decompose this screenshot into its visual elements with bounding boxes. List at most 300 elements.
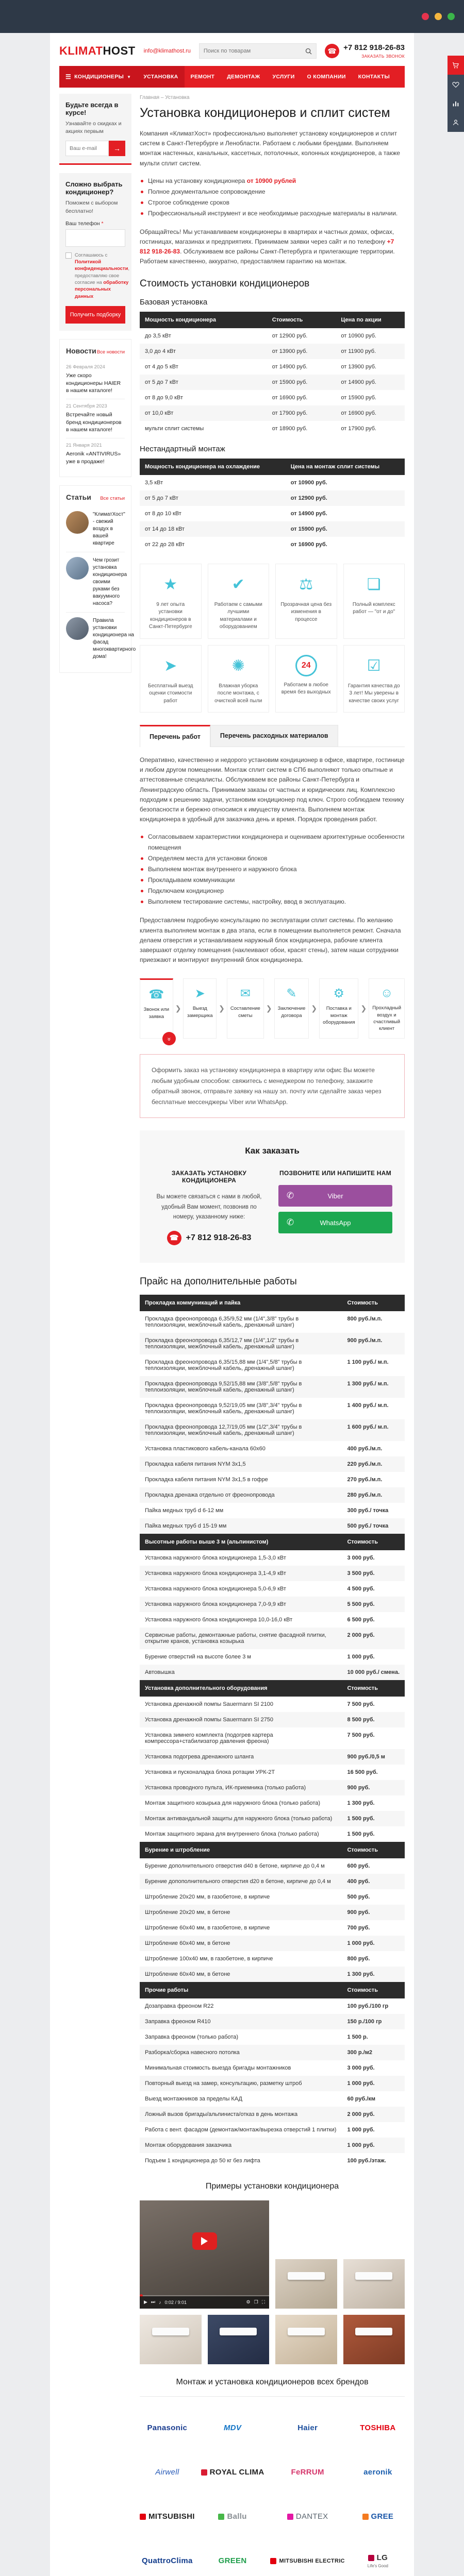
messenger-label: WhatsApp <box>320 1218 351 1227</box>
extra-price-title: Прайс на дополнительные работы <box>140 1276 297 1287</box>
gallery-photo[interactable] <box>343 2259 405 2309</box>
feature-card <box>343 564 405 639</box>
cart-button[interactable] <box>448 56 464 75</box>
article-item[interactable] <box>66 613 136 665</box>
work-name-cell: Штробление 60х40 мм, в газобетоне, в кирпиче <box>145 1924 270 1931</box>
brand-logo-panasonic <box>140 2409 195 2447</box>
email-link[interactable]: info@klimathost.ru <box>143 48 191 54</box>
brand-name: Panasonic <box>147 2424 188 2433</box>
price-cell: 400 руб. <box>347 1878 370 1885</box>
nav-item-label: РЕМОНТ <box>190 74 215 80</box>
nav-item-установка[interactable] <box>137 66 184 88</box>
brand-name: aeronik <box>363 2468 392 2477</box>
table-row <box>140 1518 405 1534</box>
table-row <box>140 1550 405 1566</box>
step-card <box>183 978 217 1039</box>
table-cell: от 13900 руб. <box>341 363 376 370</box>
news-item-title[interactable]: Уже скоро кондиционеры HAIER в нашем каталоге! <box>66 372 121 394</box>
all-news-link[interactable]: Все новости <box>96 349 125 355</box>
features-grid <box>140 564 405 713</box>
table-row <box>140 1649 405 1665</box>
gallery-title: Примеры установки кондиционера <box>205 2181 339 2191</box>
table-cell: от 14900 руб. <box>341 379 376 385</box>
column-header: Мощность кондиционера на охлаждение <box>140 459 286 475</box>
price-cell: 800 руб. <box>347 1955 370 1962</box>
step-label: Заключение договора <box>277 1006 306 1019</box>
news-date: 21 Сентября 2023 <box>66 403 107 410</box>
section-header-row <box>140 1534 405 1550</box>
table-cell: от 22 до 28 кВт <box>145 541 185 548</box>
section-header: Бурение и штробление <box>140 1842 342 1858</box>
brand-name: FeRRUM <box>291 2468 324 2477</box>
sidebar <box>59 94 136 2576</box>
handshake-icon: ☑ <box>367 657 381 674</box>
article-item-title[interactable]: Правила установки кондиционера на фасад многоквартирного дома! <box>93 618 136 660</box>
work-name-cell: Прокладка кабеля питания NYM 3х1,5 <box>145 1461 246 1467</box>
personal-data-link[interactable]: обработку персональных данных <box>75 280 129 299</box>
gallery-photo[interactable] <box>275 2259 337 2309</box>
brand-name: LG <box>376 2553 388 2563</box>
profile-button[interactable] <box>448 113 464 132</box>
truck-icon: ➤ <box>164 657 177 674</box>
breadcrumb-current: Установка <box>165 95 190 100</box>
all-articles-link[interactable]: Все статьи <box>100 496 125 502</box>
settings-icon[interactable]: ⚙ <box>246 2299 251 2305</box>
profile-icon <box>452 118 460 127</box>
price-cell: 500 руб./ точка <box>347 1522 389 1529</box>
feature-card <box>275 645 337 713</box>
search-box <box>199 43 317 59</box>
table-row <box>140 1826 405 1842</box>
section-header-row <box>140 1680 405 1697</box>
breadcrumb <box>140 95 405 100</box>
clock-24-icon: 24 <box>295 655 317 676</box>
table-row <box>140 1311 405 1333</box>
section-header-row <box>140 1982 405 1998</box>
work-paragraph-2: Предоставляем подробную консультацию по эксплуатации сплит системы. По желанию клиента выполняем монтаж в два этапа, если в помещении выполняется ремонт. Сначала делаем отверстия и устанавливаем наружный блок кондиционера, рабочие клиента завершают отделку помещения (наклеивают обои, красят стены), затем наши сотрудники приезжают и монтируют внутренний блок кондиционера. <box>140 917 401 964</box>
article-thumbnail <box>66 557 89 580</box>
table-cell: от 13900 руб. <box>272 348 308 354</box>
outro-phone[interactable]: +7 812 918-26-83 <box>140 238 394 256</box>
brand-mark-icon <box>287 2514 293 2520</box>
article-thumbnail <box>66 617 89 640</box>
gallery-photo[interactable] <box>275 2315 337 2364</box>
work-step-item: Выполняем монтаж внутреннего и наружного блока <box>140 864 405 875</box>
work-name-cell: Монтаж антивандальной защиты для наружного блока (только работа) <box>145 1815 333 1822</box>
fullscreen-icon[interactable]: ⛶ <box>261 2299 265 2305</box>
brand-logo-ballu <box>201 2498 264 2536</box>
next-icon[interactable]: ⏭ <box>151 2299 156 2305</box>
tab-2[interactable]: Перечень расходных материалов <box>210 725 338 747</box>
table-row <box>140 1858 405 1874</box>
chevron-right-icon: ❯ <box>219 1004 225 1013</box>
news-item[interactable] <box>66 438 125 469</box>
feature-card <box>343 645 405 713</box>
work-name-cell: Прокладка кабеля питания NYM 3х1,5 в гофре <box>145 1476 268 1483</box>
nav-item-демонтаж[interactable] <box>221 66 266 88</box>
viber-button[interactable] <box>278 1185 392 1207</box>
work-name-cell: Монтаж защитного экрана для внутреннего блока (только работа) <box>145 1831 319 1837</box>
articles-list <box>66 506 136 665</box>
brand-logo-quattroclima <box>140 2542 195 2576</box>
nav-item-label: УСТАНОВКА <box>143 74 178 80</box>
spray-bottle-icon: ✺ <box>231 657 245 674</box>
price-cell: 3 500 руб. <box>347 1570 375 1577</box>
price-cell: 600 руб. <box>347 1862 370 1869</box>
table-row <box>140 1665 405 1680</box>
articles-title: Статьи <box>66 493 91 502</box>
table-row <box>140 2014 405 2029</box>
feature-text: Работаем с самыми лучшими материалами и оборудованием <box>214 601 262 630</box>
subscribe-button[interactable]: → <box>109 141 125 156</box>
article-item-title[interactable]: "КлиматХост" - свежий воздух в вашей квартире <box>93 512 125 547</box>
work-name-cell: Выезд монтажников за пределы КАД <box>145 2095 242 2102</box>
table-row <box>140 1697 405 1712</box>
work-name-cell: Работа с вент. фасадом (демонтаж/монтаж/вырезка отверстий 1 плитки) <box>145 2126 337 2133</box>
news-item[interactable] <box>66 360 125 399</box>
work-name-cell: Заправка фреоном R410 <box>145 2018 211 2025</box>
basic-install-title: Базовая установка <box>140 297 208 307</box>
order-steps <box>140 978 405 1039</box>
work-name-cell: Прокладка фреонопровода 9,52/15,88 мм (3/8",5/8" трубы в теплоизоляции, межблочный кабель, дренажный шланг) <box>145 1380 302 1393</box>
happy-client-icon: ☺ <box>380 986 393 1001</box>
order-right-title: ПОЗВОНИТЕ ИЛИ НАПИШИТЕ НАМ <box>279 1170 392 1177</box>
column-header: Цена по акции <box>336 312 405 328</box>
nav-item-label: КОНТАКТЫ <box>358 74 390 80</box>
window-control-dot[interactable] <box>422 13 429 20</box>
chevron-right-icon: ❯ <box>175 1004 181 1013</box>
news-item[interactable] <box>66 399 125 438</box>
news-item-title[interactable]: Aeronik «ANTIVIRUS» уже в продаже! <box>66 451 121 465</box>
documents-icon: ❏ <box>367 576 381 593</box>
nonstandard-table <box>140 459 405 552</box>
order-left-text: Вы можете связаться с нами в любой, удобный Вам момент, позвонив по номеру, указанному ниже: <box>156 1194 262 1221</box>
work-name-cell: Штробление 20х20 мм, в бетоне <box>145 1909 230 1916</box>
work-name-cell: Установка дренажной помпы Sauermann SI 2100 <box>145 1701 274 1707</box>
step-card <box>274 978 309 1039</box>
step-label: Звонок или заявка <box>143 1007 170 1020</box>
brand-logo-green <box>201 2542 264 2576</box>
table-cell: от 10900 руб. <box>290 479 327 486</box>
outro-paragraph: Обращайтесь! Мы устанавливаем кондиционеры в квартирах и частных домах, офисах, гостиницах, магазинах и предприятиях. Принимаем заявки через сайт и по телефону +7 812 918-26-83. Обслуживаем все районы Санкт-Петербурга и прилегающие территории. Работаем качественно, аккуратно, предоставляем гарантию на монтаж. <box>140 228 395 265</box>
table-row <box>140 475 405 490</box>
order-phone[interactable]: +7 812 918-26-83 <box>186 1233 252 1242</box>
price-cell: 280 руб./м.п. <box>347 1492 383 1498</box>
section-header-row <box>140 1295 405 1311</box>
table-cell: от 5 до 7 кВт <box>145 379 178 385</box>
gallery-photo[interactable] <box>343 2315 405 2364</box>
work-name-cell: Установка пластикового кабель-канала 60х60 <box>145 1445 266 1452</box>
table-row <box>140 1597 405 1612</box>
video-time: 0:02 / 9:01 <box>164 2299 187 2305</box>
installation-gallery <box>140 2200 405 2364</box>
advantage-item: Цены на установку кондиционера от 10900 рублей <box>140 176 405 187</box>
brand-logo-gree <box>351 2498 405 2536</box>
news-date: 26 Февраля 2024 <box>66 364 105 370</box>
nonstandard-title: Нестандартный монтаж <box>140 444 225 453</box>
price-cell: 1 600 руб./ м.п. <box>347 1423 389 1430</box>
table-row <box>140 1566 405 1581</box>
brand-logo-toshiba <box>351 2409 405 2447</box>
messenger-buttons <box>278 1185 392 1233</box>
article-item-title[interactable]: Чем грозит установка кондиционера своими руками без вакуумного насоса? <box>93 557 127 607</box>
search-icon[interactable] <box>305 48 312 55</box>
brand-name: MITSUBISHI ELECTRIC <box>279 2557 345 2564</box>
work-step-item: Определяем места для установки блоков <box>140 853 405 864</box>
brand-logo-haier <box>270 2409 344 2447</box>
table-cell: 3,0 до 4 кВт <box>145 348 176 354</box>
table-row <box>140 490 405 506</box>
graduation-cap-icon: ★ <box>163 576 178 593</box>
table-cell: от 14900 руб. <box>272 363 308 370</box>
breadcrumb-home[interactable]: Главная <box>140 95 160 100</box>
feature-text: Бесплатный выезд оценки стоимости работ <box>148 683 193 704</box>
brand-logo-dantex <box>270 2498 344 2536</box>
pricing-title: Стоимость установки кондиционеров <box>140 278 310 289</box>
feature-text: 9 лет опыта установки кондиционеров в Санкт-Петербурге <box>148 601 192 630</box>
brand-mark-icon <box>362 2514 369 2520</box>
work-name-cell: Установка наружного блока кондиционера 7,0-9,9 кВт <box>145 1601 286 1607</box>
email-field[interactable] <box>65 141 109 156</box>
column-header: Стоимость <box>267 312 336 328</box>
price-cell: 7 500 руб. <box>347 1732 375 1738</box>
compare-button[interactable] <box>448 94 464 113</box>
price-cell: 1 500 руб. <box>347 1831 375 1837</box>
search-input[interactable] <box>204 48 305 54</box>
work-name-cell: Установка дренажной помпы Sauermann SI 2750 <box>145 1716 274 1723</box>
table-row <box>140 1905 405 1920</box>
brand-tagline: Life's Good <box>367 2564 388 2569</box>
work-name-cell: Прокладка фреонопровода 12,7/19,05 мм (1/2",3/4" трубы в теплоизоляции, межблочный кабель, дренажный шланг) <box>145 1423 302 1436</box>
price-cell: 1 000 руб. <box>347 1940 375 1946</box>
section-header: Прокладка коммуникаций и пайка <box>140 1295 342 1311</box>
price-cell: 900 руб./0,5 м <box>347 1753 385 1760</box>
table-cell: от 14900 руб. <box>290 510 327 517</box>
nav-item-кондиционеры[interactable] <box>59 66 137 88</box>
price-cell: 10 000 руб./ смена. <box>347 1669 400 1675</box>
brand-name: Airwell <box>155 2468 179 2477</box>
article-item[interactable] <box>66 506 125 552</box>
monitor-icon: ☎ <box>148 988 164 1002</box>
volume-icon[interactable]: ♪ <box>159 2299 161 2305</box>
table-row <box>140 1712 405 1727</box>
brand-mark-icon <box>201 2469 207 2476</box>
order-left-title: ЗАКАЗАТЬ УСТАНОВКУ КОНДИЦИОНЕРА <box>171 1170 247 1184</box>
work-name-cell: Сервисные работы, демонтажные работы, снятие фасадной плитки, открытие кранов, установка козырька <box>145 1632 326 1645</box>
messenger-label: Viber <box>327 1192 343 1200</box>
work-name-cell: Монтаж оборудования заказчика <box>145 2142 232 2148</box>
work-step-item: Согласовываем характеристики кондиционера и оцениваем архитектурные особенности помещения <box>140 832 405 853</box>
work-name-cell: Установка проводного пульта, ИК-приемника (только работа) <box>145 1784 306 1791</box>
brand-name: Ballu <box>227 2512 247 2521</box>
table-row <box>140 1874 405 1889</box>
news-box <box>59 339 131 478</box>
header-phone[interactable]: +7 812 918-26-83 <box>343 43 405 52</box>
nav-item-контакты[interactable] <box>352 66 396 88</box>
news-title: Новости <box>66 346 96 355</box>
news-item-title[interactable]: Встречайте новый бренд кондиционеров в нашем каталоге! <box>66 412 122 433</box>
news-date: 21 Января 2021 <box>66 443 102 449</box>
work-name-cell: Установка наружного блока кондиционера 3,1-4,9 кВт <box>145 1570 286 1577</box>
table-row <box>140 2045 405 2060</box>
work-name-cell: Дозаправка фреоном R22 <box>145 2003 214 2009</box>
table-row <box>140 537 405 552</box>
table-header-row <box>140 459 405 475</box>
table-row <box>140 1951 405 1967</box>
price-cell: 1 000 руб. <box>347 2080 375 2087</box>
section-header-row <box>140 1842 405 1858</box>
work-name-cell: Минимальная стоимость выезда бригады монтажников <box>145 2064 291 2071</box>
tab-content <box>140 747 405 965</box>
favorites-icon <box>452 80 460 89</box>
table-cell: мульти сплит системы <box>145 425 204 432</box>
step-card <box>140 978 173 1039</box>
get-selection-button[interactable]: Получить подборку <box>65 306 125 324</box>
table-cell: от 16900 руб. <box>290 541 327 548</box>
price-cell: 2 000 руб. <box>347 1632 375 1638</box>
table-row <box>140 1749 405 1765</box>
floating-side-panel <box>448 56 464 132</box>
table-cell: от 15900 руб. <box>272 379 308 385</box>
page-title: Установка кондиционеров и сплит систем <box>140 106 390 120</box>
brand-logo-mdv <box>201 2409 264 2447</box>
work-name-cell: Разборка/сборка навесного потолка <box>145 2049 240 2056</box>
brand-logo-mitsubishi <box>140 2498 195 2536</box>
price-cell: 100 руб./этаж. <box>347 2157 386 2164</box>
phone-icon[interactable]: ☎ <box>325 44 339 58</box>
compare-icon <box>452 99 460 108</box>
logo[interactable]: KLIMATHOST <box>59 44 136 57</box>
table-cell: от 17900 руб. <box>341 425 376 432</box>
tab-1[interactable]: Перечень работ <box>140 725 210 747</box>
chevron-down-icon: ▼ <box>127 74 131 79</box>
work-name-cell: Пайка медных труб d 6-12 мм <box>145 1507 224 1514</box>
table-cell: от 8 до 9,0 кВт <box>145 394 183 401</box>
price-cell: 900 руб. <box>347 1784 370 1791</box>
nav-item-о компании[interactable] <box>301 66 352 88</box>
work-name-cell: Штробление 100х40 мм, в газобетоне, в кирпиче <box>145 1955 273 1962</box>
favorites-button[interactable] <box>448 75 464 94</box>
brand-logo-royal-clima <box>201 2453 264 2492</box>
price-cell: 1 300 руб. <box>347 1800 375 1806</box>
feature-text: Гарантия качества до 3 лет! Мы уверены в качестве своих услуг <box>347 683 400 704</box>
miniplayer-icon[interactable]: ❐ <box>254 2299 258 2305</box>
price-cell: 16 500 руб. <box>347 1769 378 1775</box>
privacy-policy-link[interactable]: Политикой конфиденциальности <box>75 259 128 272</box>
table-cell: от 15900 руб. <box>341 394 376 401</box>
price-cell: 150 р./100 гр <box>347 2018 382 2025</box>
tools-icon: ⚙ <box>333 987 345 1001</box>
work-name-cell: Установка наружного блока кондиционера 1,5-3,0 кВт <box>145 1554 286 1561</box>
article-item[interactable] <box>66 552 125 613</box>
order-callout: Оформить заказ на установку кондиционера в квартиру или офис Вы можете любым удобным способом: свяжитесь с менеджером по телефону, закажите обратный звонок, отправьте заявку на нашу эл. почту или сделайте заказ через бесплатные мессенджеры Viber или WhatsApp. <box>140 1054 405 1118</box>
cost-header: Стоимость <box>342 1295 405 1311</box>
play-icon[interactable]: ▶ <box>144 2299 147 2305</box>
work-name-cell: Прокладка фреонопровода 9,52/19,05 мм (3/8",3/4" трубы в теплоизоляции, межблочный кабель, дренажный шланг) <box>145 1402 302 1415</box>
phone-field[interactable] <box>65 229 125 247</box>
agree-checkbox[interactable] <box>65 252 72 259</box>
work-name-cell: Установка наружного блока кондиционера 10,0-16,0 кВт <box>145 1616 293 1623</box>
price-cell: 1 300 руб. <box>347 1971 375 1977</box>
double-chevron-down-icon: » <box>162 1032 176 1045</box>
work-name-cell: Установка и пусконаладка блока ротации УРК-2Т <box>145 1769 275 1775</box>
advantage-item: Профессиональный инструмент и все необходимые расходные материалы в наличии. <box>140 208 405 219</box>
whatsapp-button[interactable] <box>278 1212 392 1233</box>
price-cell: 1 000 руб. <box>347 1653 375 1660</box>
nav-item-ремонт[interactable] <box>185 66 221 88</box>
advantage-item: Полное документальное сопровождение <box>140 187 405 197</box>
brand-name: GREE <box>371 2512 394 2521</box>
phone-icon: ☎ <box>167 1231 181 1245</box>
price-cell: 3 000 руб. <box>347 1554 375 1561</box>
chevron-right-icon: ❯ <box>360 1004 367 1013</box>
work-step-item: Прокладываем коммуникации <box>140 875 405 886</box>
table-cell: от 4 до 5 кВт <box>145 363 178 370</box>
work-name-cell: Установка наружного блока кондиционера 5,0-6,9 кВт <box>145 1585 286 1592</box>
work-name-cell: Штробление 60х40 мм, в бетоне <box>145 1940 230 1946</box>
play-button-icon[interactable] <box>192 2232 217 2250</box>
window-control-dot[interactable] <box>448 13 455 20</box>
table-row <box>140 1612 405 1628</box>
brand-logo-ferrum <box>270 2453 344 2492</box>
price-cell: 60 руб./км <box>347 2095 375 2102</box>
work-name-cell: Повторный выезд на замер, консультацию, разметку штроб <box>145 2080 302 2087</box>
table-row <box>140 328 405 344</box>
articles-box <box>59 485 136 673</box>
price-cell: 6 500 руб. <box>347 1616 375 1623</box>
table-row <box>140 1727 405 1749</box>
price-cell: 800 руб./м.п. <box>347 1315 383 1322</box>
work-name-cell: Штробление 20х20 мм, в газобетоне, в кирпиче <box>145 1893 270 1900</box>
brand-name: DANTEX <box>295 2512 328 2521</box>
table-row <box>140 1456 405 1472</box>
nav-item-label: КОНДИЦИОНЕРЫ <box>74 74 124 80</box>
gallery-photo[interactable] <box>140 2315 202 2364</box>
window-control-dot[interactable] <box>435 13 442 20</box>
table-row <box>140 2138 405 2153</box>
callback-link[interactable]: ЗАКАЗАТЬ ЗВОНОК <box>361 54 405 59</box>
table-cell: до 3,5 кВт <box>145 332 171 339</box>
table-row <box>140 1998 405 2014</box>
table-row <box>140 2029 405 2045</box>
table-row <box>140 506 405 521</box>
feature-card <box>140 645 202 713</box>
order-title: Как заказать <box>245 1146 300 1156</box>
table-cell: от 11900 руб. <box>341 348 376 354</box>
price-cell: 1 300 руб./ м.п. <box>347 1380 389 1387</box>
brand-name: GREEN <box>218 2556 247 2566</box>
table-cell: от 18900 руб. <box>272 425 308 432</box>
gallery-photo[interactable] <box>208 2315 270 2364</box>
step-label: Прохладный воздух и счастливый клиент <box>372 1005 402 1032</box>
table-header-row <box>140 312 405 328</box>
table-row <box>140 521 405 537</box>
table-row <box>140 2091 405 2107</box>
installation-video[interactable] <box>140 2200 269 2309</box>
breadcrumb-separator: – <box>160 95 164 100</box>
phone-label: Ваш телефон * <box>65 220 104 227</box>
brand-mark-icon <box>218 2514 224 2520</box>
nav-item-услуги[interactable] <box>266 66 301 88</box>
table-row <box>140 2107 405 2122</box>
contract-icon: ✎ <box>286 987 297 1001</box>
subscribe-title: Будьте всегда в курсе! <box>65 101 119 116</box>
window-controls[interactable] <box>422 13 455 20</box>
basic-install-table <box>140 312 405 436</box>
table-row <box>140 390 405 405</box>
feature-card <box>275 564 337 639</box>
table-row <box>140 421 405 436</box>
